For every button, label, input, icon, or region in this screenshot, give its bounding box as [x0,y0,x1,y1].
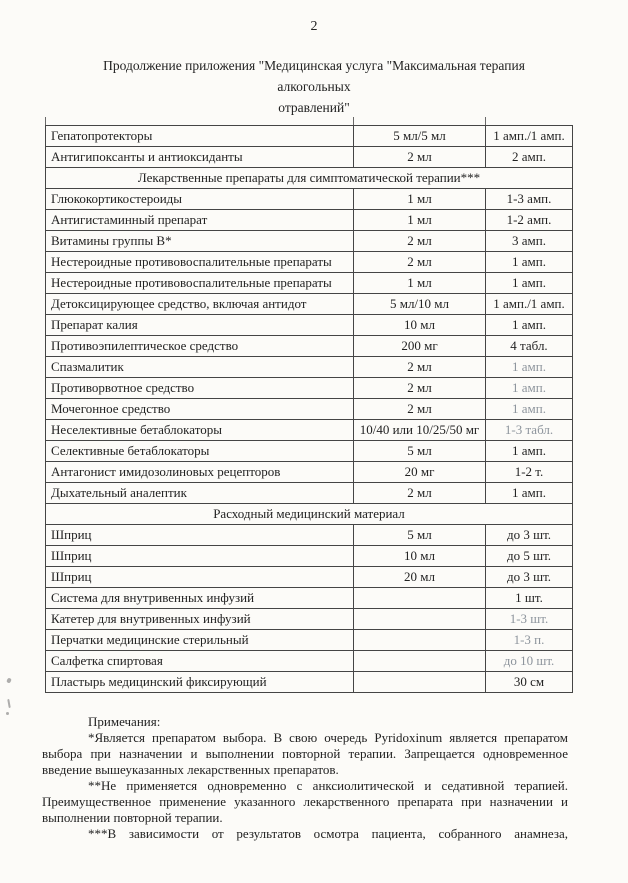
cell-dose: 1 мл [354,273,486,294]
cell-name: Глюкокортикостероиды [46,189,354,210]
table-row [46,441,573,462]
cell-dose [354,651,486,672]
table-row [46,399,573,420]
cell-dose: 10 мл [354,315,486,336]
cell-qty: 2 амп. [486,147,573,168]
cell-qty: 1 амп. [486,252,573,273]
cell-dose [354,672,486,693]
document-title-line1: Продолжение приложения "Медицинская услуга "Максимальная терапия алкогольных [103,58,525,94]
note-line: ***В зависимости от результатов осмотра пациента, собранного анамнеза, [88,826,568,841]
note-line: **Не применяется одновременно с анксиолитической и седативной терапией. [88,778,568,793]
table-row [46,252,573,273]
cell-qty: 1 амп. [486,273,573,294]
cell-name: Селективные бетаблокаторы [46,441,354,462]
medication-table [45,125,573,693]
cell-dose [354,609,486,630]
cell-qty: 30 см [486,672,573,693]
note-line: Примечания: [88,714,161,729]
scan-artifact [6,677,12,683]
table-row [46,378,573,399]
table-row [46,546,573,567]
cell-dose: 2 мл [354,378,486,399]
notes-section [42,714,568,842]
cell-qty: до 3 шт. [486,567,573,588]
table-row [46,357,573,378]
document-title-line2: отравлений" [278,100,350,115]
cell-qty: 1-3 амп. [486,189,573,210]
cell-name: Неселективные бетаблокаторы [46,420,354,441]
cell-qty: 1 амп. [486,441,573,462]
table-row [46,147,573,168]
cell-dose: 20 мг [354,462,486,483]
cell-name: Гепатопротекторы [46,126,354,147]
scan-artifact [7,699,11,708]
cell-name: Антигипоксанты и антиоксиданты [46,147,354,168]
cell-dose: 2 мл [354,399,486,420]
cell-name: Препарат калия [46,315,354,336]
medication-table-body [46,126,573,693]
cell-name: Шприц [46,525,354,546]
note-line: Преимущественное применение указанного лекарственного препарата при назначении и [42,794,568,809]
cell-name: Перчатки медицинские стерильный [46,630,354,651]
cell-qty: 1 амп./1 амп. [486,126,573,147]
cell-name: Система для внутривенных инфузий [46,588,354,609]
table-border-stub [485,117,486,125]
cell-dose: 1 мл [354,210,486,231]
cell-name: Витамины группы В* [46,231,354,252]
cell-qty: 1 амп. [486,315,573,336]
cell-dose: 2 мл [354,252,486,273]
cell-name: Спазмалитик [46,357,354,378]
note-line: *Является препаратом выбора. В свою очередь Pyridoxinum является препаратом [88,730,568,745]
table-row [46,483,573,504]
section-label: Расходный медицинский материал [46,504,573,525]
table-section-row [46,168,573,189]
cell-dose: 5 мл [354,441,486,462]
table-row [46,210,573,231]
table-border-stub [353,117,354,125]
cell-qty: 3 амп. [486,231,573,252]
cell-qty: 1 амп. [486,357,573,378]
cell-qty: до 5 шт. [486,546,573,567]
cell-qty: 1-3 п. [486,630,573,651]
cell-dose: 10 мл [354,546,486,567]
table-row [46,420,573,441]
table-row [46,189,573,210]
table-row [46,672,573,693]
table-row [46,336,573,357]
section-label: Лекарственные препараты для симптоматической терапии*** [46,168,573,189]
cell-qty: 1 амп./1 амп. [486,294,573,315]
cell-name: Шприц [46,546,354,567]
cell-qty: до 10 шт. [486,651,573,672]
cell-name: Антигистаминный препарат [46,210,354,231]
scan-artifact [6,712,9,715]
cell-qty: до 3 шт. [486,525,573,546]
table-row [46,630,573,651]
cell-qty: 1 амп. [486,378,573,399]
cell-dose: 5 мл [354,525,486,546]
table-row [46,525,573,546]
cell-name: Шприц [46,567,354,588]
cell-name: Салфетка спиртовая [46,651,354,672]
cell-dose: 2 мл [354,483,486,504]
table-row [46,315,573,336]
cell-name: Антагонист имидозолиновых рецепторов [46,462,354,483]
cell-name: Дыхательный аналептик [46,483,354,504]
cell-name: Пластырь медицинский фиксирующий [46,672,354,693]
note-line: выбора при назначении и выполнении повторной терапии. Запрещается одновременное [42,746,568,761]
cell-name: Противоэпилептическое средство [46,336,354,357]
cell-qty: 1-2 амп. [486,210,573,231]
cell-dose [354,630,486,651]
cell-dose: 1 мл [354,189,486,210]
cell-qty: 1-3 шт. [486,609,573,630]
table-row [46,609,573,630]
document-title [0,55,628,118]
table-row [46,126,573,147]
cell-qty: 1-2 т. [486,462,573,483]
table-row [46,651,573,672]
cell-dose: 2 мл [354,147,486,168]
cell-dose: 2 мл [354,231,486,252]
table-border-stub [45,117,46,125]
cell-qty: 1-3 табл. [486,420,573,441]
cell-qty: 1 шт. [486,588,573,609]
cell-dose: 5 мл/10 мл [354,294,486,315]
cell-dose: 2 мл [354,357,486,378]
cell-dose: 20 мл [354,567,486,588]
medication-table-wrap [45,125,572,693]
cell-qty: 1 амп. [486,483,573,504]
table-row [46,462,573,483]
table-row [46,273,573,294]
table-section-row [46,504,573,525]
table-row [46,567,573,588]
table-row [46,294,573,315]
page-number: 2 [310,19,318,34]
note-line: выполнении повторной терапии. [42,810,223,825]
cell-dose: 5 мл/5 мл [354,126,486,147]
cell-dose: 200 мг [354,336,486,357]
cell-name: Катетер для внутривенных инфузий [46,609,354,630]
cell-qty: 1 амп. [486,399,573,420]
cell-name: Мочегонное средство [46,399,354,420]
note-line: введение вышеуказанных лекарственных препаратов. [42,762,339,777]
cell-qty: 4 табл. [486,336,573,357]
cell-dose [354,588,486,609]
cell-name: Нестероидные противовоспалительные препараты [46,273,354,294]
cell-name: Противорвотное средство [46,378,354,399]
table-row [46,588,573,609]
table-row [46,231,573,252]
cell-name: Детоксицирующее средство, включая антидот [46,294,354,315]
cell-name: Нестероидные противовоспалительные препараты [46,252,354,273]
cell-dose: 10/40 или 10/25/50 мг [354,420,486,441]
